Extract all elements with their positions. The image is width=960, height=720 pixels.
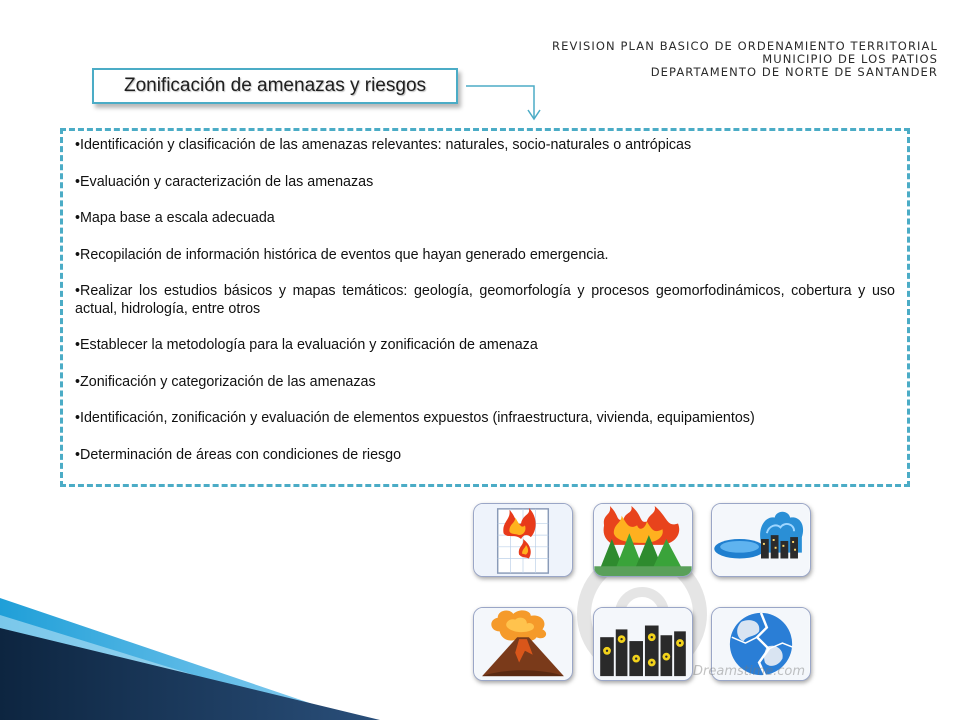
list-item: •Determinación de áreas con condiciones de riesgo	[75, 446, 402, 463]
header-line: REVISION PLAN BASICO DE ORDENAMIENTO TERRITORIAL	[552, 39, 938, 53]
list-item: •Zonificación y categorización de las amenazas	[75, 373, 376, 390]
watermark-text: Dreamstime.com	[693, 664, 806, 679]
building-fire-icon	[473, 503, 573, 577]
header-line: DEPARTAMENTO DE NORTE DE SANTANDER	[650, 65, 938, 79]
radioactive-city-icon	[593, 607, 693, 681]
section-title: Zonificación de amenazas y riesgos	[123, 75, 427, 96]
list-item: •Identificación y clasificación de las amenazas relevantes: naturales, socio-naturales o antrópicas	[75, 137, 692, 153]
list-item: •Realizar los estudios básicos y mapas temáticos: geología, geomorfología y procesos geomorfodinámicos, cobertura y uso actual, hidrología, entre otros	[75, 283, 895, 317]
list-item: •Identificación, zonificación y evaluación de elementos expuestos (infraestructura, vivienda, equipamientos)	[75, 410, 755, 426]
header-line: MUNICIPIO DE LOS PATIOS	[762, 52, 938, 66]
list-item: •Establecer la metodología para la evaluación y zonificación de amenaza	[75, 337, 538, 353]
list-item: •Recopilación de información histórica de eventos que hayan generado emergencia.	[75, 246, 609, 263]
flood-icon	[711, 503, 811, 577]
volcano-icon	[473, 607, 573, 681]
list-item: •Evaluación y caracterización de las amenazas	[75, 173, 374, 190]
forest-fire-icon	[593, 503, 693, 577]
list-item: •Mapa base a escala adecuada	[75, 210, 275, 226]
